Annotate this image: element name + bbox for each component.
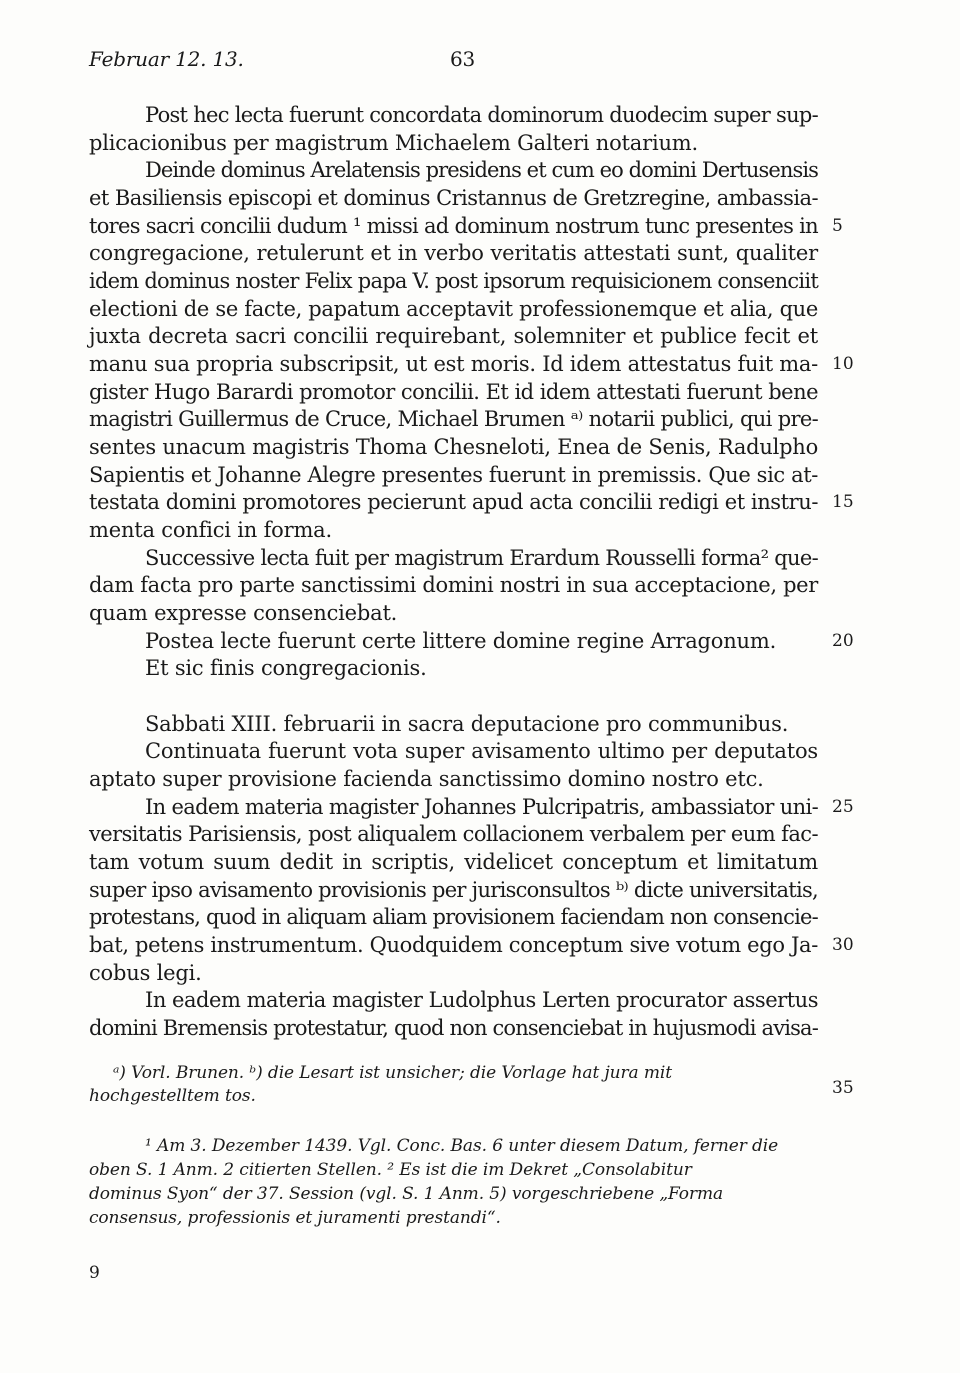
body-line: super ipso avisamento provisionis per jurisconsultos ᵇ⁾ dicte universitatis, (89, 878, 818, 902)
body-line: aptato super provisione facienda sanctissimo domino nostro etc. (89, 767, 764, 791)
body-line: Continuata fuerunt vota super avisamento ultimo per deputatos (145, 739, 818, 763)
footnote: dominus Syon“ der 37. Session (vgl. S. 1 Anm. 5) vorgeschriebene „Forma (89, 1184, 724, 1204)
body-line: juxta decreta sacri concilii requirebant, solemniter et publice fecit et (89, 324, 818, 348)
line-number: 15 (832, 492, 854, 512)
footnote: oben S. 1 Anm. 2 citierten Stellen. ² Es ist die im Dekret „Consolabitur (89, 1160, 692, 1180)
body-line: Sabbati XIII. februarii in sacra deputacione pro communibus. (145, 712, 789, 736)
body-line: testata domini promotores pecierunt apud acta concilii redigi et instru- (89, 490, 818, 514)
body-line: bat, petens instrumentum. Quodquidem conceptum sive votum ego Ja- (89, 933, 818, 957)
page-number: 63 (450, 47, 476, 71)
running-head: Februar 12. 13. (89, 47, 244, 71)
body-line: Sapientis et Johanne Alegre presentes fuerunt in premissis. Que sic at- (89, 463, 818, 487)
body-line: Successive lecta fuit per magistrum Erardum Rousselli forma² que- (145, 546, 818, 570)
body-line: magistri Guillermus de Cruce, Michael Brumen ᵃ⁾ notarii publici, qui pre- (89, 407, 818, 431)
body-line: plicacionibus per magistrum Michaelem Galteri notarium. (89, 131, 698, 155)
footnote: ¹ Am 3. Dezember 1439. Vgl. Conc. Bas. 6 unter diesem Datum, ferner die (145, 1136, 779, 1156)
variant-note: ᵃ) Vorl. Brunen. ᵇ) die Lesart ist unsicher; die Vorlage hat jura mit (113, 1063, 672, 1083)
body-line: Deinde dominus Arelatensis presidens et cum eo domini Dertusensis (145, 158, 818, 182)
body-line: protestans, quod in aliquam aliam provisionem faciendam non consencie- (89, 905, 818, 929)
body-line: In eadem materia magister Johannes Pulcripatris, ambassiator uni- (145, 795, 818, 819)
body-line: quam expresse consenciebat. (89, 601, 398, 625)
line-number: 10 (832, 354, 854, 374)
body-line: idem dominus noster Felix papa V. post ipsorum requisicionem consenciit (89, 269, 818, 293)
body-line: In eadem materia magister Ludolphus Lerten procurator assertus (145, 988, 818, 1012)
body-line: electioni de se facte, papatum acceptavit professionemque et alia, que (89, 297, 818, 321)
body-line: menta confici in forma. (89, 518, 332, 542)
variant-note: hochgestelltem tos. (89, 1086, 256, 1106)
body-line: Post hec lecta fuerunt concordata dominorum duodecim super sup- (145, 103, 818, 127)
body-line: manu sua propria subscripsit, ut est moris. Id idem attestatus fuit ma- (89, 352, 818, 376)
signature-mark: 9 (89, 1263, 100, 1283)
line-number: 35 (832, 1078, 854, 1098)
footnote: consensus, professionis et juramenti prestandi“. (89, 1208, 501, 1228)
body-line: domini Bremensis protestatur, quod non consenciebat in hujusmodi avisa- (89, 1016, 818, 1040)
body-line: Postea lecte fuerunt certe littere domine regine Arragonum. (145, 629, 777, 653)
body-line: versitatis Parisiensis, post aliqualem collacionem verbalem per eum fac- (89, 822, 818, 846)
body-line: tores sacri concilii dudum ¹ missi ad dominum nostrum tunc presentes in (89, 214, 818, 238)
line-number: 25 (832, 797, 854, 817)
line-number: 5 (832, 216, 843, 236)
body-line: congregacione, retulerunt et in verbo veritatis attestati sunt, qualiter (89, 241, 818, 265)
body-line: et Basiliensis episcopi et dominus Cristannus de Gretzregine, ambassia- (89, 186, 818, 210)
line-number: 30 (832, 935, 854, 955)
line-number: 20 (832, 631, 854, 651)
body-line: cobus legi. (89, 961, 202, 985)
body-line: tam votum suum dedit in scriptis, videlicet conceptum et limitatum (89, 850, 818, 874)
body-line: gister Hugo Barardi promotor concilii. Et id idem attestati fuerunt bene (89, 380, 818, 404)
body-line: Et sic finis congregacionis. (145, 656, 427, 680)
body-line: sentes unacum magistris Thoma Chesneloti, Enea de Senis, Radulpho (89, 435, 818, 459)
body-line: dam facta pro parte sanctissimi domini nostri in sua acceptacione, per (89, 573, 818, 597)
